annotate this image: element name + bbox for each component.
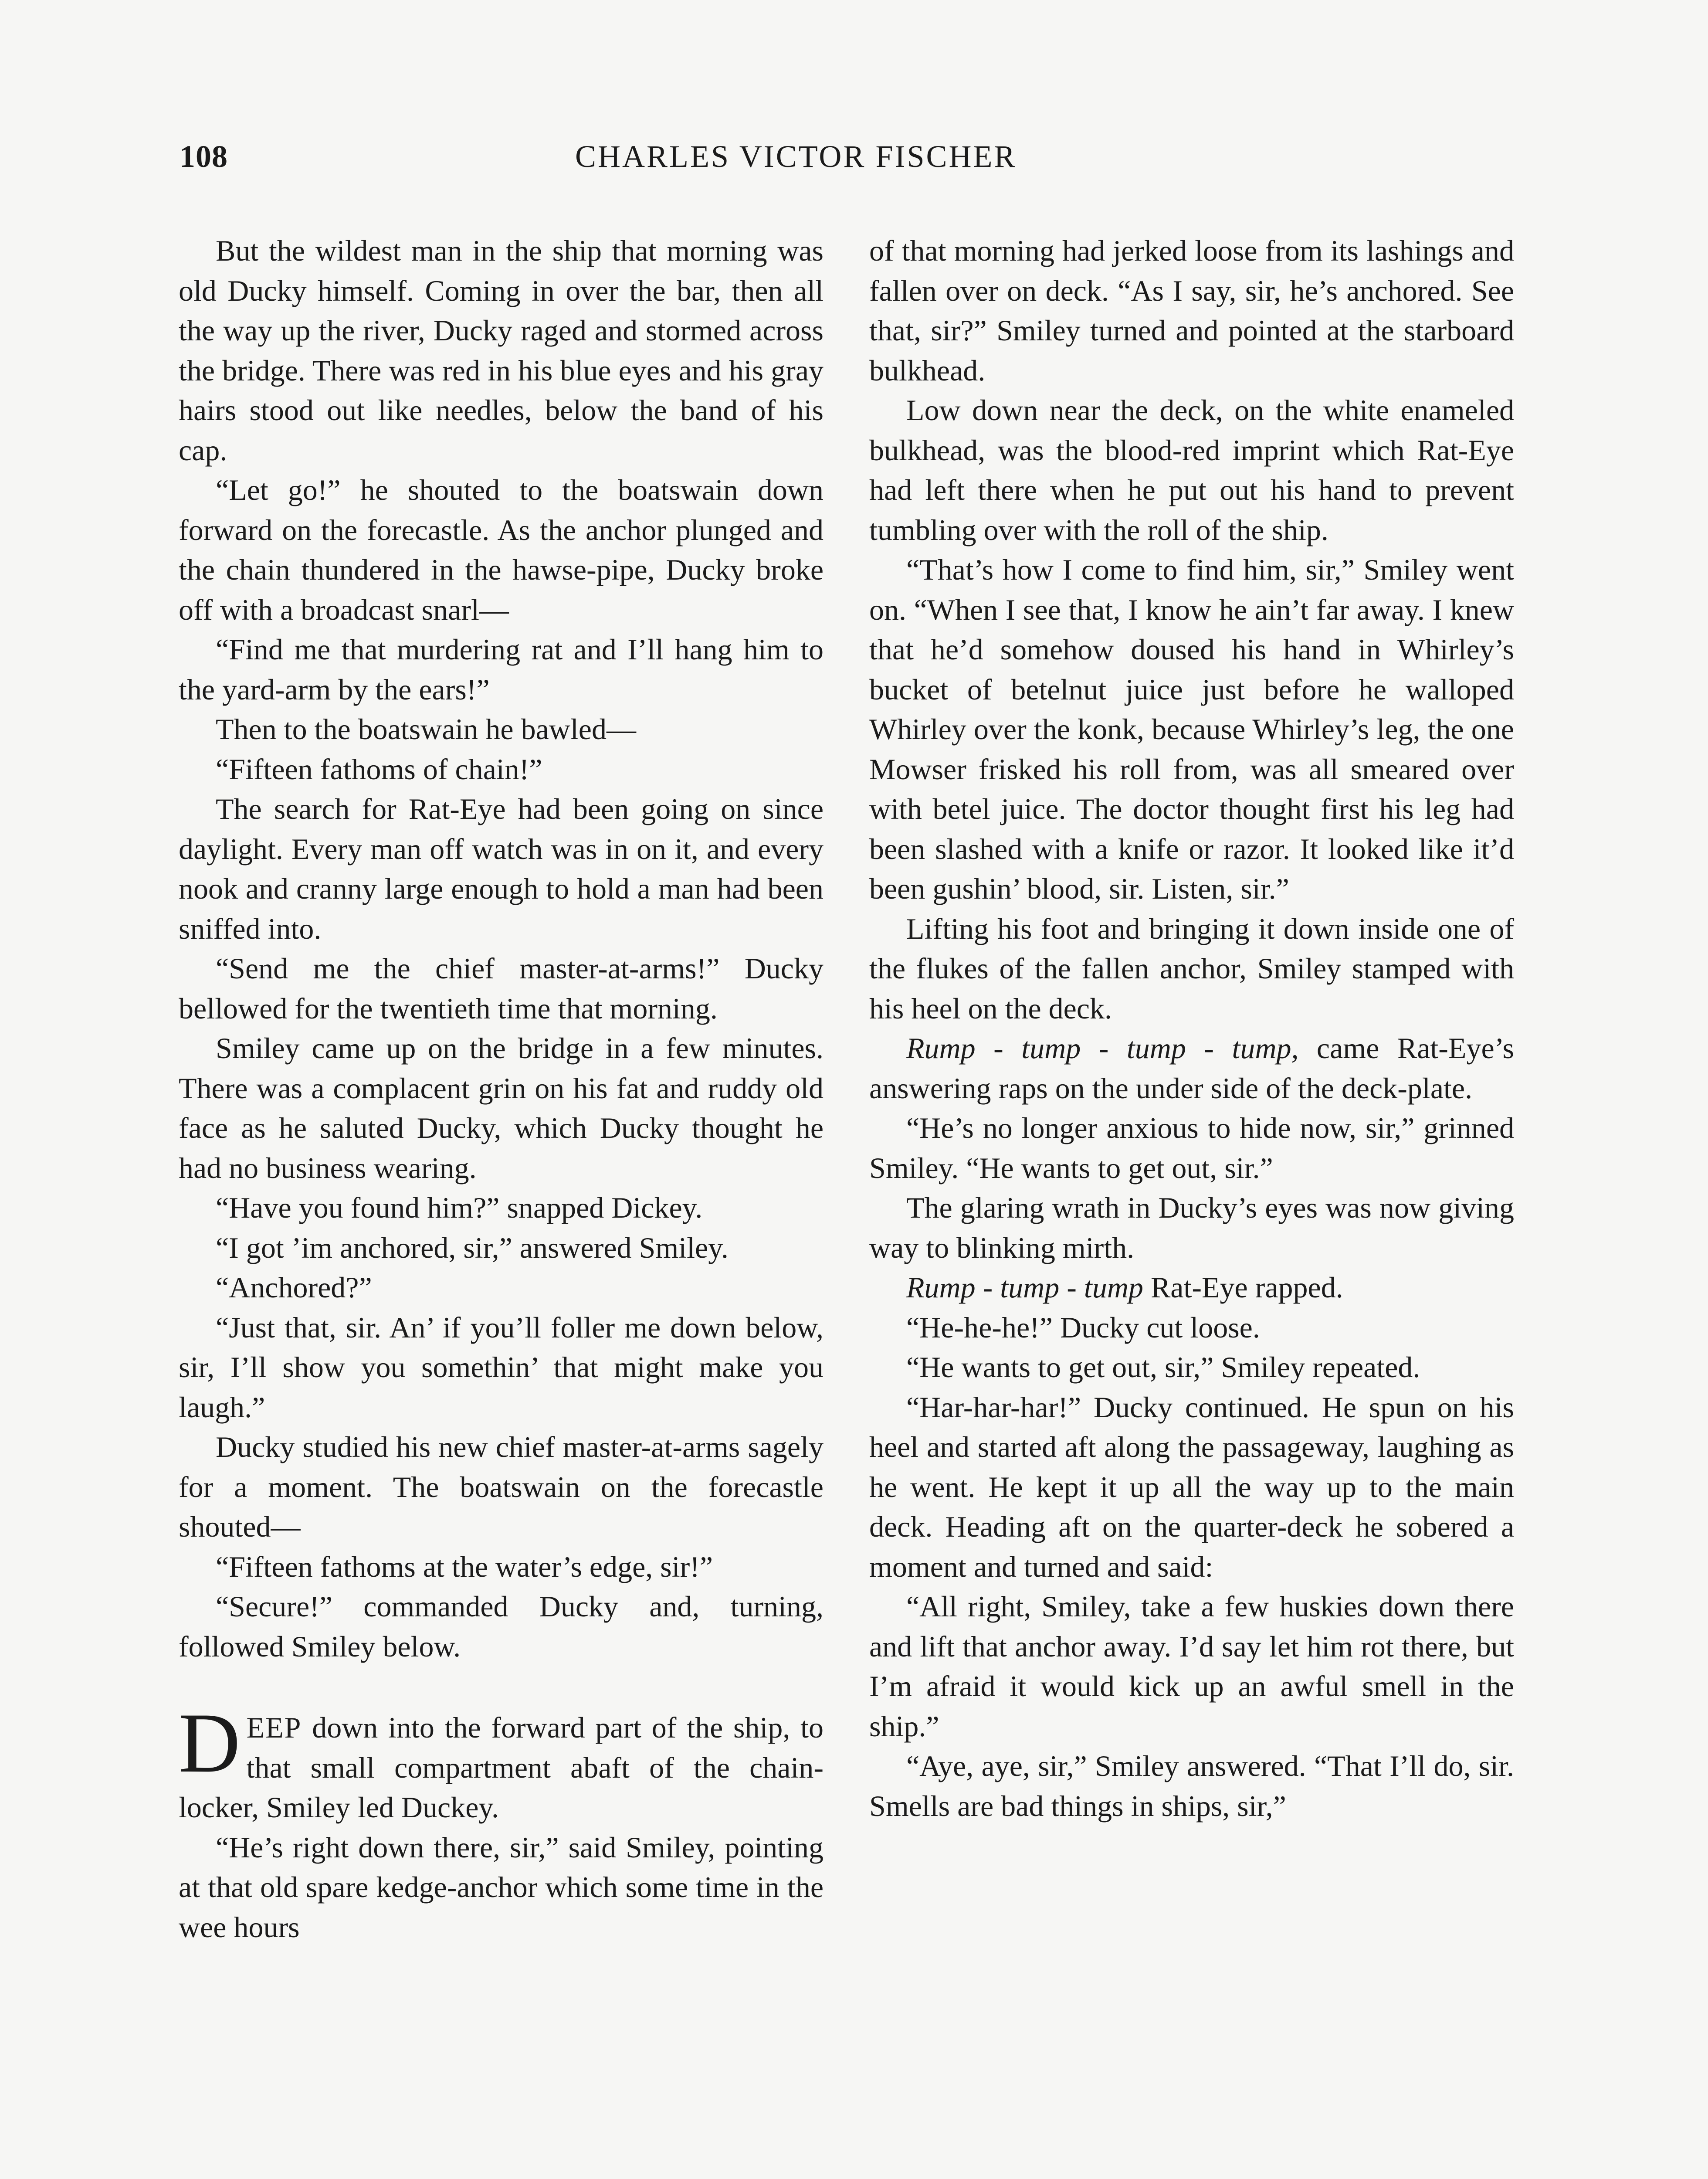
- paragraph-rump-1: [869, 1028, 1514, 1108]
- dropcap-paragraph: [179, 1696, 824, 1828]
- paragraph: “Fifteen fathoms of chain!”: [216, 752, 542, 786]
- paragraph: “He-he-he!” Ducky cut loose.: [906, 1310, 1260, 1344]
- paragraph: “Find me that murdering rat and I’ll hang him to the yard-arm by the ears!”: [179, 633, 824, 706]
- paragraph: The search for Rat-Eye had been going on since daylight. Every man off watch was in on it, and every nook and cranny large enough to hold a man had been sniffed into.: [179, 792, 824, 945]
- page-number: 108: [180, 139, 228, 174]
- paragraph-continued: of that morning had jerked loose from its lashings and fallen over on deck. “As I say, sir, he’s anchored. See that, sir?” Smiley turned and pointed at the starboard bulkhead.: [869, 234, 1514, 387]
- paragraph: The glaring wrath in Ducky’s eyes was now giving way to blinking mirth.: [869, 1191, 1514, 1264]
- paragraph: “Let go!” he shouted to the boatswain down forward on the forecastle. As the anchor plunged and the chain thundered in the hawse-pipe, Ducky broke off with a broadcast snarl—: [179, 473, 824, 626]
- rump-rest: Rat-Eye rapped.: [1143, 1271, 1343, 1304]
- paragraph: Lifting his foot and bringing it down inside one of the flukes of the fallen anchor, Smiley stamped with his heel on the deck.: [869, 912, 1514, 1025]
- italic-knocks: Rump - tump - tump: [906, 1271, 1143, 1304]
- paragraph: Ducky studied his new chief master-at-arms sagely for a moment. The boatswain on the forecastle shouted—: [179, 1430, 824, 1543]
- paragraph: “Send me the chief master-at-arms!” Ducky bellowed for the twentieth time that morning.: [179, 952, 824, 1025]
- paragraph: Low down near the deck, on the white enameled bulkhead, was the blood-red imprint which Rat-Eye had left there when he put out his hand to prevent tumbling over with the roll of the ship.: [869, 394, 1514, 546]
- paragraph: “Har-har-har!” Ducky continued. He spun on his heel and started aft along the passageway, laughing as he went. He kept it up all the way up to the main deck. Heading aft on the quarter-deck he sobered a moment and turned and said:: [869, 1390, 1514, 1583]
- paragraph: “Have you found him?” snapped Dickey.: [216, 1191, 703, 1224]
- paragraph: “Secure!” commanded Ducky and, turning, followed Smiley below.: [179, 1590, 824, 1663]
- running-head: CHARLES VICTOR FISCHER: [575, 139, 1017, 174]
- paragraph: “All right, Smiley, take a few huskies down there and lift that anchor away. I’d say let him rot there, but I’m afraid it would kick up an awful smell in the ship.”: [869, 1590, 1514, 1743]
- right-column: [869, 231, 1514, 1826]
- paragraph: “He’s no longer anxious to hide now, sir,” grinned Smiley. “He wants to get out, sir.”: [869, 1111, 1514, 1185]
- paragraph: “I got ’im anchored, sir,” answered Smiley.: [216, 1231, 729, 1264]
- paragraph: But the wildest man in the ship that morning was old Ducky himself. Coming in over the bar, then all the way up the river, Ducky raged and stormed across the bridge. There was red in his blue eyes and his gray hairs stood out like needles, below the band of his cap.: [179, 234, 824, 467]
- italic-knocks: Rump - tump - tump - tump,: [906, 1032, 1299, 1065]
- paragraph: “Fifteen fathoms at the water’s edge, sir!”: [216, 1550, 713, 1583]
- paragraph: “Just that, sir. An’ if you’ll foller me down below, sir, I’ll show you somethin’ that might make you laugh.”: [179, 1310, 824, 1424]
- paragraph: “Aye, aye, sir,” Smiley answered. “That I’ll do, sir. Smells are bad things in ships, sir,”: [869, 1749, 1514, 1823]
- drop-cap-text: down into the forward part of the ship, to that small compartment abaft of the chain-locker, Smiley led Duckey.: [179, 1711, 824, 1824]
- paragraph: Smiley came up on the bridge in a few minutes. There was a complacent grin on his fat and ruddy old face as he saluted Ducky, which Ducky thought he had no business wearing.: [179, 1032, 824, 1185]
- page-header: [0, 139, 1708, 191]
- paragraph: “He’s right down there, sir,” said Smiley, pointing at that old spare kedge-anchor which some time in the wee hours: [179, 1830, 824, 1944]
- drop-cap-initial: D: [179, 1696, 241, 1790]
- paragraph-rump-2: [869, 1268, 1514, 1308]
- section-break: [179, 1666, 824, 1708]
- rump-rest: came Rat-Eye’s answering raps on the under side of the deck-plate.: [869, 1032, 1514, 1105]
- paragraph: “He wants to get out, sir,” Smiley repeated.: [906, 1351, 1420, 1384]
- paragraph: “Anchored?”: [216, 1271, 372, 1304]
- paragraph: “That’s how I come to find him, sir,” Smiley went on. “When I see that, I know he ain’t far away. I knew that he’d somehow doused his hand in Whirley’s bucket of betelnut juice just before he walloped Whirley over the konk, because Whirley’s leg, the one Mowser frisked his roll from, was all smeared over with betel juice. The doctor thought first his leg had been slashed with a knife or razor. It looked like it’d been gushin’ blood, sir. Listen, sir.”: [869, 553, 1514, 905]
- drop-cap-lead: EEP: [246, 1711, 302, 1744]
- left-column: [179, 231, 824, 1947]
- paragraph: Then to the boatswain he bawled—: [216, 713, 636, 746]
